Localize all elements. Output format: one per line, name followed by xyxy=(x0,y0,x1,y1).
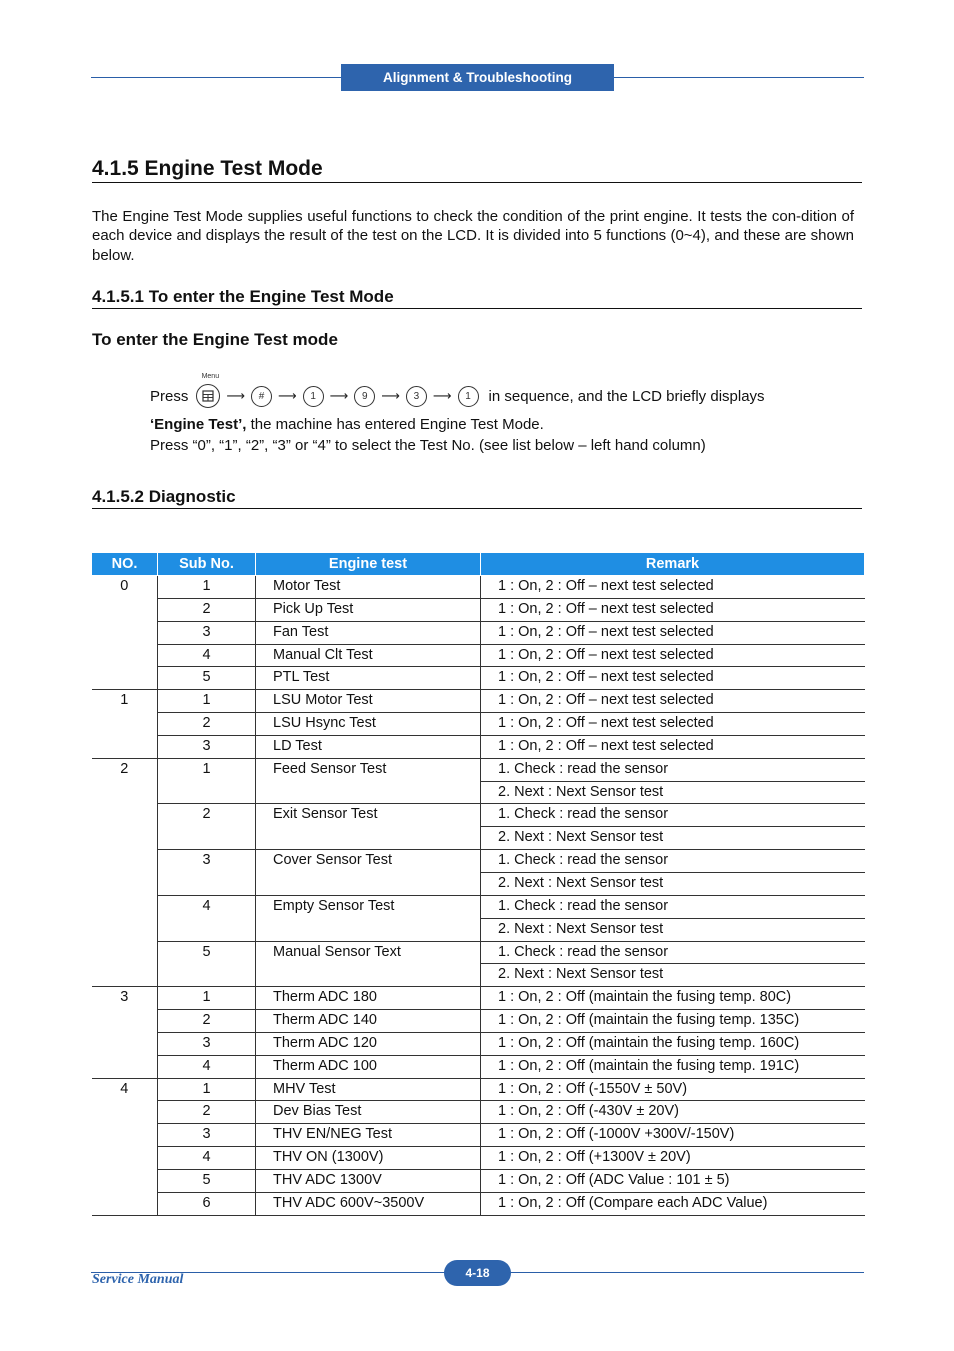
cell-engine-test: Fan Test xyxy=(256,621,481,644)
cell-remark: 1 : On, 2 : Off – next test selected xyxy=(481,735,865,758)
cell-remark: 2. Next : Next Sensor test xyxy=(481,964,865,987)
col-header-remark: Remark xyxy=(481,553,865,576)
cell-sub-no: 1 xyxy=(158,690,256,713)
page-number: 4-18 xyxy=(444,1260,511,1286)
cell-sub-no: 1 xyxy=(158,758,256,804)
cell-sub-no: 2 xyxy=(158,1101,256,1124)
menu-grid-icon xyxy=(202,390,214,402)
table-row xyxy=(92,850,865,873)
table-row xyxy=(92,1055,865,1078)
subsection-diagnostic-title: 4.1.5.2 Diagnostic xyxy=(92,487,862,509)
cell-no: 3 xyxy=(92,987,158,1078)
arrow-right-icon: ⟶ xyxy=(277,388,297,403)
cell-sub-no: 5 xyxy=(158,941,256,987)
arrow-right-icon: ⟶ xyxy=(226,388,245,403)
cell-sub-no: 4 xyxy=(158,644,256,667)
cell-engine-test: Therm ADC 140 xyxy=(256,1010,481,1033)
cell-remark: 2. Next : Next Sensor test xyxy=(481,827,865,850)
cell-remark: 1 : On, 2 : Off – next test selected xyxy=(481,576,865,599)
table-row xyxy=(92,576,865,599)
table-row xyxy=(92,1192,865,1215)
header-rule-left xyxy=(91,77,341,78)
table-row xyxy=(92,713,865,736)
cell-remark: 2. Next : Next Sensor test xyxy=(481,781,865,804)
engine-test-bold: ‘Engine Test’, xyxy=(150,416,247,433)
table-row xyxy=(92,758,865,781)
table-row xyxy=(92,1032,865,1055)
arrow-right-icon: ⟶ xyxy=(329,388,349,403)
table-row xyxy=(92,941,865,964)
intro-paragraph: The Engine Test Mode supplies useful functions to check the condition of the print engine. It tests the con-dition of each device and displays the result of the test on the LCD. It is divided into 5 functions (0~4), and these are shown below. xyxy=(92,208,854,264)
cell-engine-test: Therm ADC 100 xyxy=(256,1055,481,1078)
table-row xyxy=(92,667,865,690)
digit-key-icon: 3 xyxy=(406,386,427,407)
cell-remark: 1. Check : read the sensor xyxy=(481,850,865,873)
cell-sub-no: 4 xyxy=(158,1055,256,1078)
col-header-engine-test: Engine test xyxy=(256,553,481,576)
section-title: 4.1.5 Engine Test Mode xyxy=(92,157,862,183)
enter-heading: To enter the Engine Test mode xyxy=(92,330,338,349)
cell-sub-no: 6 xyxy=(158,1192,256,1215)
subsection-enter-title: 4.1.5.1 To enter the Engine Test Mode xyxy=(92,287,862,309)
key-sequence xyxy=(150,373,765,412)
table-header-row xyxy=(92,553,865,576)
cell-engine-test: Manual Sensor Text xyxy=(256,941,481,987)
cell-engine-test: Feed Sensor Test xyxy=(256,758,481,804)
cell-sub-no: 2 xyxy=(158,1010,256,1033)
table-row xyxy=(92,598,865,621)
table-row xyxy=(92,1147,865,1170)
col-header-no: NO. xyxy=(92,553,158,576)
cell-remark: 1 : On, 2 : Off – next test selected xyxy=(481,690,865,713)
cell-engine-test: Empty Sensor Test xyxy=(256,895,481,941)
cell-sub-no: 2 xyxy=(158,804,256,850)
table-row xyxy=(92,1169,865,1192)
cell-remark: 1 : On, 2 : Off – next test selected xyxy=(481,598,865,621)
arrow-right-icon: ⟶ xyxy=(432,388,452,403)
table-row xyxy=(92,621,865,644)
engine-test-rest: the machine has entered Engine Test Mode. xyxy=(246,416,544,433)
digit-key-icon: 1 xyxy=(458,386,479,407)
cell-engine-test: Therm ADC 120 xyxy=(256,1032,481,1055)
header-rule-right xyxy=(614,77,864,78)
cell-engine-test: PTL Test xyxy=(256,667,481,690)
cell-engine-test: MHV Test xyxy=(256,1078,481,1101)
menu-key-label: Menu xyxy=(201,373,220,380)
col-header-sub-no: Sub No. xyxy=(158,553,256,576)
cell-remark: 1. Check : read the sensor xyxy=(481,895,865,918)
cell-remark: 1 : On, 2 : Off – next test selected xyxy=(481,667,865,690)
cell-sub-no: 3 xyxy=(158,850,256,896)
table-row xyxy=(92,1010,865,1033)
cell-remark: 1 : On, 2 : Off – next test selected xyxy=(481,644,865,667)
cell-remark: 1. Check : read the sensor xyxy=(481,941,865,964)
table-row xyxy=(92,644,865,667)
table-body xyxy=(92,576,865,1216)
cell-remark: 1 : On, 2 : Off (Compare each ADC Value) xyxy=(481,1192,865,1215)
cell-remark: 2. Next : Next Sensor test xyxy=(481,872,865,895)
cell-engine-test: LSU Hsync Test xyxy=(256,713,481,736)
cell-engine-test: Therm ADC 180 xyxy=(256,987,481,1010)
table-row xyxy=(92,804,865,827)
cell-no: 2 xyxy=(92,758,158,986)
engine-test-table xyxy=(91,552,865,1216)
cell-sub-no: 2 xyxy=(158,713,256,736)
cell-engine-test: LSU Motor Test xyxy=(256,690,481,713)
cell-engine-test: Cover Sensor Test xyxy=(256,850,481,896)
cell-remark: 1 : On, 2 : Off (maintain the fusing temp. 191C) xyxy=(481,1055,865,1078)
cell-engine-test: THV ADC 600V~3500V xyxy=(256,1192,481,1215)
hash-key-icon: # xyxy=(251,386,272,407)
cell-engine-test: Motor Test xyxy=(256,576,481,599)
cell-engine-test: Exit Sensor Test xyxy=(256,804,481,850)
cell-sub-no: 3 xyxy=(158,1124,256,1147)
table-row xyxy=(92,735,865,758)
table-row xyxy=(92,987,865,1010)
cell-sub-no: 5 xyxy=(158,1169,256,1192)
cell-sub-no: 1 xyxy=(158,576,256,599)
cell-engine-test: Dev Bias Test xyxy=(256,1101,481,1124)
table-row xyxy=(92,895,865,918)
cell-remark: 1 : On, 2 : Off – next test selected xyxy=(481,713,865,736)
cell-remark: 1 : On, 2 : Off (+1300V ± 20V) xyxy=(481,1147,865,1170)
cell-remark: 1 : On, 2 : Off (maintain the fusing temp. 135C) xyxy=(481,1010,865,1033)
digit-key-icon: 1 xyxy=(303,386,324,407)
cell-sub-no: 2 xyxy=(158,598,256,621)
cell-remark: 1 : On, 2 : Off (-1550V ± 50V) xyxy=(481,1078,865,1101)
cell-sub-no: 1 xyxy=(158,987,256,1010)
cell-remark: 1 : On, 2 : Off – next test selected xyxy=(481,621,865,644)
table-row xyxy=(92,1078,865,1101)
header-tab: Alignment & Troubleshooting xyxy=(341,64,614,91)
table-row xyxy=(92,690,865,713)
table-row xyxy=(92,1124,865,1147)
cell-remark: 1 : On, 2 : Off (maintain the fusing temp. 80C) xyxy=(481,987,865,1010)
cell-sub-no: 1 xyxy=(158,1078,256,1101)
cell-engine-test: Manual Clt Test xyxy=(256,644,481,667)
cell-engine-test: THV ADC 1300V xyxy=(256,1169,481,1192)
press-label: Press xyxy=(150,387,189,405)
cell-remark: 1 : On, 2 : Off (ADC Value : 101 ± 5) xyxy=(481,1169,865,1192)
select-instruction: Press “0”, “1”, “2”, “3” or “4” to select the Test No. (see list below – left hand column) xyxy=(150,437,706,454)
cell-engine-test: LD Test xyxy=(256,735,481,758)
cell-remark: 1. Check : read the sensor xyxy=(481,758,865,781)
cell-remark: 2. Next : Next Sensor test xyxy=(481,918,865,941)
sequence-text: in sequence, and the LCD briefly displays xyxy=(488,387,765,405)
cell-sub-no: 4 xyxy=(158,1147,256,1170)
digit-key-icon: 9 xyxy=(354,386,375,407)
engine-test-line xyxy=(150,416,544,433)
cell-remark: 1 : On, 2 : Off (-430V ± 20V) xyxy=(481,1101,865,1124)
cell-sub-no: 3 xyxy=(158,621,256,644)
table-row xyxy=(92,1101,865,1124)
cell-remark: 1. Check : read the sensor xyxy=(481,804,865,827)
menu-key-icon xyxy=(196,373,220,408)
cell-engine-test: THV ON (1300V) xyxy=(256,1147,481,1170)
cell-no: 4 xyxy=(92,1078,158,1215)
service-manual-label: Service Manual xyxy=(92,1272,184,1287)
arrow-right-icon: ⟶ xyxy=(381,388,400,403)
cell-no: 1 xyxy=(92,690,158,759)
cell-sub-no: 4 xyxy=(158,895,256,941)
cell-sub-no: 5 xyxy=(158,667,256,690)
cell-remark: 1 : On, 2 : Off (maintain the fusing temp. 160C) xyxy=(481,1032,865,1055)
cell-remark: 1 : On, 2 : Off (-1000V +300V/-150V) xyxy=(481,1124,865,1147)
cell-no: 0 xyxy=(92,576,158,690)
cell-engine-test: Pick Up Test xyxy=(256,598,481,621)
cell-engine-test: THV EN/NEG Test xyxy=(256,1124,481,1147)
cell-sub-no: 3 xyxy=(158,735,256,758)
cell-sub-no: 3 xyxy=(158,1032,256,1055)
